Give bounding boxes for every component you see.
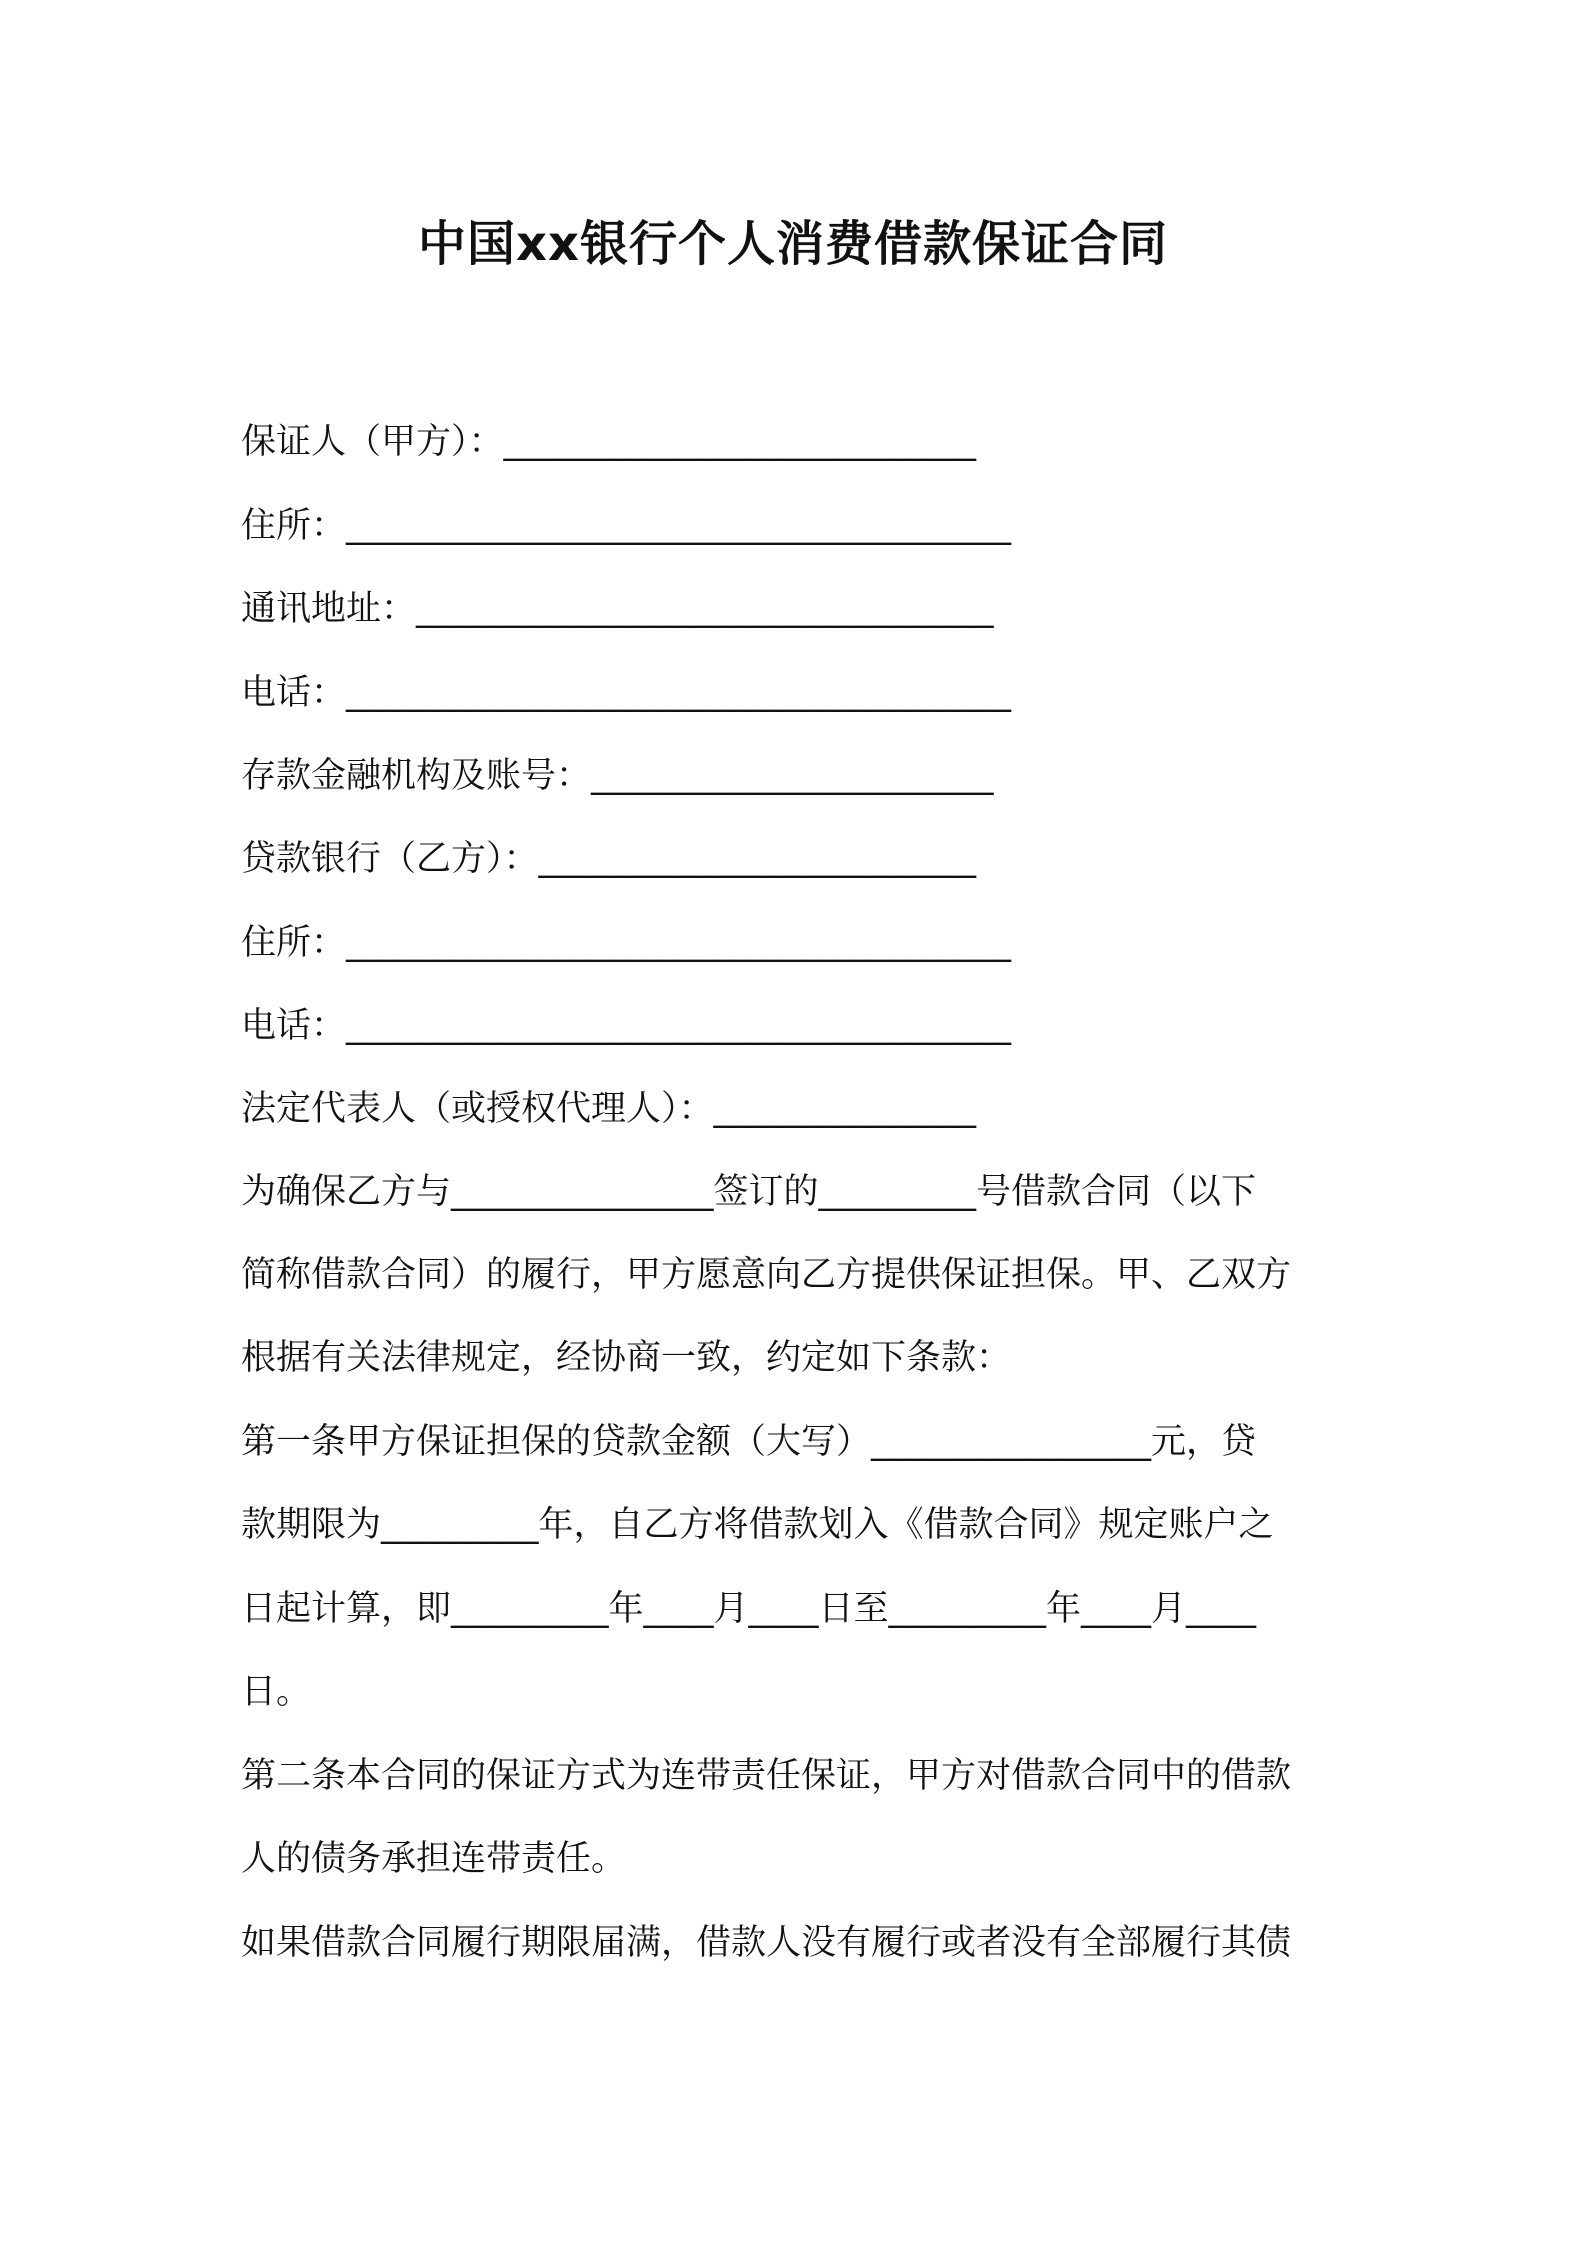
field-mailing-address: 通讯地址：_________________________________ <box>241 589 994 629</box>
field-guarantor-residence: 住所：______________________________________ <box>241 506 1012 546</box>
body-line: 日起计算，即_________年____月____日至_________年____月____ <box>241 1589 1257 1629</box>
field-guarantor-phone: 电话：______________________________________ <box>241 673 1012 713</box>
body-line: 简称借款合同）的履行，甲方愿意向乙方提供保证担保。甲、乙双方 <box>241 1255 1292 1295</box>
field-deposit-account: 存款金融机构及账号：_______________________ <box>241 756 994 796</box>
field-lending-bank: 贷款银行（乙方）：_________________________ <box>241 839 977 879</box>
field-guarantor: 保证人（甲方）：___________________________ <box>241 422 977 462</box>
field-legal-representative: 法定代表人（或授权代理人）：_______________ <box>241 1089 977 1129</box>
document-title: 中国xx银行个人消费借款保证合同 <box>418 216 1168 272</box>
field-bank-phone: 电话：______________________________________ <box>241 1006 1012 1046</box>
body-line: 第一条甲方保证担保的贷款金额（大写）________________元，贷 <box>241 1422 1257 1462</box>
body-line: 根据有关法律规定，经协商一致，约定如下条款： <box>241 1338 1012 1378</box>
body-line: 如果借款合同履行期限届满，借款人没有履行或者没有全部履行其债 <box>241 1923 1292 1963</box>
body-line: 为确保乙方与_______________签订的_________号借款合同（以下 <box>241 1172 1257 1212</box>
body-line: 款期限为_________年，自乙方将借款划入《借款合同》规定账户之 <box>241 1505 1274 1545</box>
field-bank-residence: 住所：______________________________________ <box>241 923 1012 963</box>
body-line: 日。 <box>241 1672 312 1712</box>
body-line: 第二条本合同的保证方式为连带责任保证，甲方对借款合同中的借款 <box>241 1756 1292 1796</box>
body-line: 人的债务承担连带责任。 <box>241 1839 627 1879</box>
